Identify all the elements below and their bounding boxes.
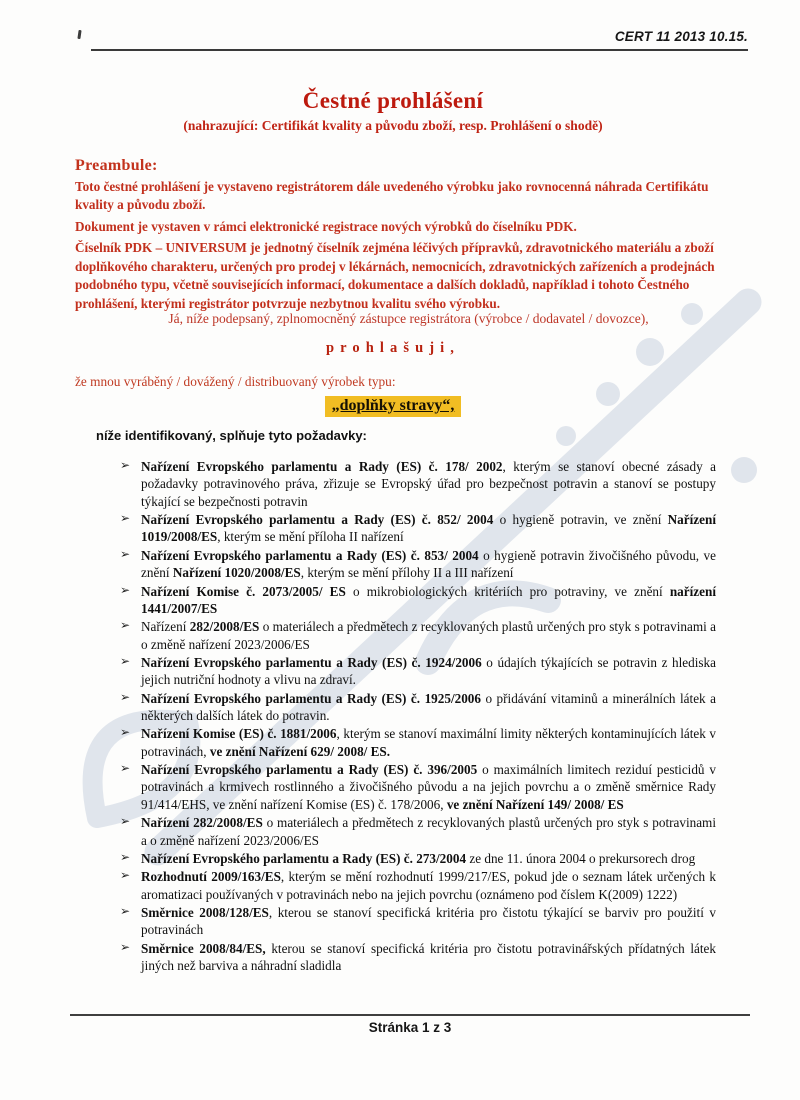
page-number: Stránka 1 z 3 [368,1020,452,1035]
requirement-item: ➢ Nařízení Evropského parlamentu a Rady (ES) č. 273/2004 ze dne 11. února 2004 o prekursorech drog [120,849,696,866]
arrow-bullet-icon: ➢ [120,458,131,472]
requirement-item: ➢ Nařízení Evropského parlamentu a Rady (ES) č. 178/ 2002, kterým se stanoví obecné zásady a požadavky potravinového práva, zřizuje se Evropský úřad pro bezpečnost potravin a stanoví se postupy týkající se bezpečnosti potravin [120,458,716,509]
preamble-paragraph: Číselník PDK – UNIVERSUM je jednotný číselník zejména léčivých přípravků, zdravotnického materiálu a zboží doplňkového charakteru, určených pro prodej v lékárnách, nemocnicích, zdravotnických zařízeních a prodejnách podobného typu, včetně souvisejících informací, dokumentace a dalších dokladů, například i tohoto Čestného prohlášení, kterými registrátor potvrzuje nezbytnou kvalitu svého výrobku. [75,240,715,311]
requirement-item: ➢ Nařízení Evropského parlamentu a Rady (ES) č. 853/ 2004 o hygieně potravin živočišného původu, ve znění Nařízení 1020/2008/ES, kterým se mění přílohy II a III nařízení [120,546,716,581]
requirement-item: ➢ Nařízení Evropského parlamentu a Rady (ES) č. 396/2005 o maximálních limitech reziduí pesticidů v potravinách a krmivech rostlinného a živočišného původu a na jejich povrchu a o změně směrnice Rady 91/414/EHS, ve znění nařízení Komise (ES) č. 178/2006, ve znění Nařízení 149/ 2008/ ES [120,761,716,812]
requirements-list [120,458,716,975]
arrow-bullet-icon: ➢ [120,511,131,526]
preamble-paragraph: Toto čestné prohlášení je vystaveno registrátorem dále uvedeného výrobku jako rovnocenná náhrada Certifikátu kvality a původu zboží. [75,179,709,213]
declaration-follow: níže identifikovaný, splňuje tyto požadavky: [96,428,367,443]
header [75,28,748,59]
declaration-verb: prohlašuji, [325,340,460,356]
arrow-bullet-icon: ➢ [120,618,131,633]
preamble-paragraph: Dokument je vystaven v rámci elektronické registrace nových výrobků do číselníku PDK. [75,218,577,234]
arrow-bullet-icon: ➢ [120,849,131,864]
arrow-bullet-icon: ➢ [120,725,131,740]
arrow-bullet-icon: ➢ [120,868,131,883]
arrow-bullet-icon: ➢ [120,546,131,561]
footer-rule [70,1014,750,1016]
arrow-bullet-icon: ➢ [120,653,131,668]
document-code: CERT 11 2013 10.15. [614,29,748,44]
page-title: Čestné prohlášení [302,88,484,113]
product-type-line: že mnou vyráběný / dovážený / distribuovaný výrobek typu: [75,374,396,389]
arrow-bullet-icon: ➢ [120,582,131,597]
requirement-item: ➢ Nařízení Evropského parlamentu a Rady (ES) č. 1924/2006 o údajích týkajících se potravin z hlediska jejich nutriční hodnoty a vlivu na zdraví. [120,653,716,688]
arrow-bullet-icon: ➢ [120,689,131,704]
requirement-item: ➢ Rozhodnutí 2009/163/ES, kterým se mění rozhodnutí 1999/217/ES, pokud jde o seznam látek určených k aromatizaci používaných v potravinách nebo na jejich povrchu (oznámeno pod číslem K(2009) 1222) [120,868,716,902]
product-type-highlight: „doplňky stravy“, [325,396,462,417]
requirement-item: ➢ Nařízení 282/2008/ES o materiálech a předmětech z recyklovaných plastů určených pro styk s potravinami a o změně nařízení 2023/2006/ES [120,814,716,848]
requirement-item: ➢ Nařízení Evropského parlamentu a Rady (ES) č. 1925/2006 o přidávání vitaminů a minerálních látek a některých dalších látek do potravin. [120,689,716,724]
footer [70,1014,750,1035]
preamble-paragraphs [75,178,742,313]
product-type-row [0,396,786,417]
arrow-bullet-icon: ➢ [120,814,131,829]
requirement-item: ➢ Nařízení 282/2008/ES o materiálech a předmětech z recyklovaných plastů určených pro styk s potravinami a o změně nařízení 2023/2006/ES [120,618,716,652]
title-block [0,88,786,134]
preamble-section [75,157,742,313]
arrow-bullet-icon: ➢ [120,761,131,776]
requirement-item: ➢ Nařízení Komise (ES) č. 1881/2006, kterým se stanoví maximální limity některých kontaminujících látek v potravinách, ve znění Nařízení 629/ 2008/ ES. [120,725,716,759]
requirement-item: ➢ Nařízení Evropského parlamentu a Rady (ES) č. 852/ 2004 o hygieně potravin, ve znění Nařízení 1019/2008/ES, kterým se mění příloha II nařízení [120,511,716,545]
header-rule [91,49,748,51]
preamble-heading: Preambule: [75,157,158,174]
requirement-item: ➢ Směrnice 2008/128/ES, kterou se stanoví specifická kritéria pro čistotu týkající se barviv pro použití v potravinách [120,903,716,938]
declaration-intro: Já, níže podepsaný, zplnomocněný zástupce registrátora (výrobce / dodavatel / dovozce), [168,311,649,326]
arrow-bullet-icon: ➢ [120,903,131,918]
requirement-item: ➢ Nařízení Komise č. 2073/2005/ ES o mikrobiologických kritériích pro potraviny, ve znění nařízení 1441/2007/ES [120,582,716,616]
arrow-bullet-icon: ➢ [120,939,131,954]
requirement-item: ➢ Směrnice 2008/84/ES, kterou se stanoví specifická kritéria pro čistotu potravinářských přídatných látek jiných než barviva a náhradní sladidla [120,939,716,974]
page-subtitle: (nahrazující: Certifikát kvality a původu zboží, resp. Prohlášení o shodě) [183,118,603,133]
